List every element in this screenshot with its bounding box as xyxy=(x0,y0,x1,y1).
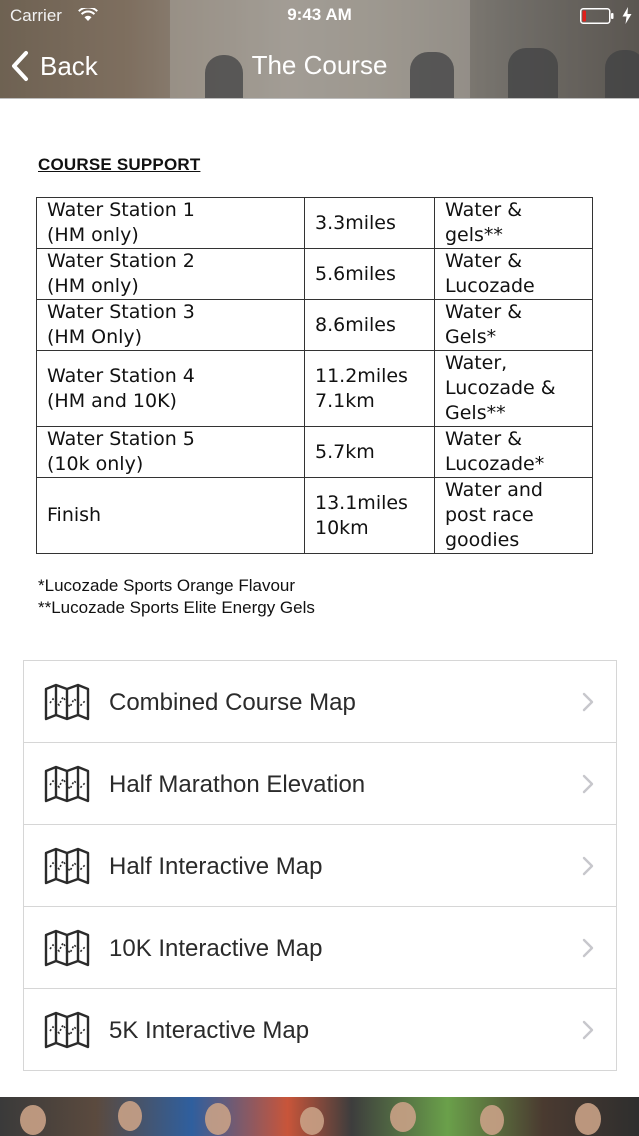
crowd-photo-detail xyxy=(20,1105,46,1135)
distance-cell: 3.3miles xyxy=(305,198,435,249)
menu-item-label: Half Marathon Elevation xyxy=(109,771,366,798)
station-cell: Finish xyxy=(37,478,305,554)
menu-item-half-marathon-elevation[interactable] xyxy=(24,743,616,825)
menu-item-combined-course-map[interactable] xyxy=(24,661,616,743)
table-row xyxy=(37,300,593,351)
header xyxy=(0,0,639,99)
page-title: The Course xyxy=(251,50,388,80)
footnote: **Lucozade Sports Elite Energy Gels xyxy=(38,598,315,617)
navigation-bar xyxy=(0,40,639,90)
table-row xyxy=(37,198,593,249)
distance-cell: 8.6miles xyxy=(305,300,435,351)
distance-cell: 5.7km xyxy=(305,427,435,478)
crowd-photo-detail xyxy=(575,1103,601,1135)
station-cell: Water Station 4 (HM and 10K) xyxy=(37,351,305,427)
carrier-label: Carrier xyxy=(10,6,62,25)
crowd-photo-detail xyxy=(480,1105,504,1135)
back-label: Back xyxy=(40,50,98,81)
map-icon xyxy=(44,847,90,885)
course-support-table xyxy=(36,197,593,554)
chevron-right-icon xyxy=(582,938,594,958)
footer-crowd-photo xyxy=(0,1097,639,1136)
footnotes xyxy=(38,575,315,619)
crowd-photo-detail xyxy=(118,1101,142,1131)
menu-item-5k-interactive-map[interactable] xyxy=(24,989,616,1070)
footnote: *Lucozade Sports Orange Flavour xyxy=(38,576,296,595)
battery-icon xyxy=(580,8,614,24)
course-support-heading: COURSE SUPPORT xyxy=(38,155,201,174)
distance-cell: 5.6miles xyxy=(305,249,435,300)
supplies-cell: Water & Lucozade* xyxy=(435,427,593,478)
crowd-photo-detail xyxy=(300,1107,324,1135)
menu-item-label: Half Interactive Map xyxy=(109,853,323,880)
map-icon xyxy=(44,929,90,967)
supplies-cell: Water & gels** xyxy=(435,198,593,249)
map-icon xyxy=(44,765,90,803)
menu-item-label: 5K Interactive Map xyxy=(109,1017,310,1044)
menu-item-half-interactive-map[interactable] xyxy=(24,825,616,907)
station-cell: Water Station 5 (10k only) xyxy=(37,427,305,478)
chevron-right-icon xyxy=(582,856,594,876)
crowd-photo-detail xyxy=(205,1103,231,1135)
course-map-menu xyxy=(23,660,617,1071)
distance-cell: 11.2miles 7.1km xyxy=(305,351,435,427)
chevron-right-icon xyxy=(582,1020,594,1040)
table-row xyxy=(37,478,593,554)
menu-item-10k-interactive-map[interactable] xyxy=(24,907,616,989)
map-icon xyxy=(44,1011,90,1049)
table-row xyxy=(37,351,593,427)
status-time: 9:43 AM xyxy=(287,5,352,24)
map-icon xyxy=(44,683,90,721)
status-bar xyxy=(0,0,639,32)
supplies-cell: Water & Gels* xyxy=(435,300,593,351)
station-cell: Water Station 1 (HM only) xyxy=(37,198,305,249)
charging-bolt-icon xyxy=(622,7,632,24)
crowd-photo-detail xyxy=(390,1102,416,1132)
supplies-cell: Water & Lucozade xyxy=(435,249,593,300)
chevron-right-icon xyxy=(582,692,594,712)
distance-cell: 13.1miles 10km xyxy=(305,478,435,554)
supplies-cell: Water and post race goodies xyxy=(435,478,593,554)
menu-item-label: Combined Course Map xyxy=(109,689,356,716)
table-row xyxy=(37,249,593,300)
station-cell: Water Station 3 (HM Only) xyxy=(37,300,305,351)
chevron-right-icon xyxy=(582,774,594,794)
supplies-cell: Water, Lucozade & Gels** xyxy=(435,351,593,427)
table-row xyxy=(37,427,593,478)
station-cell: Water Station 2 (HM only) xyxy=(37,249,305,300)
course-support-document xyxy=(0,99,639,640)
menu-item-label: 10K Interactive Map xyxy=(109,935,323,962)
